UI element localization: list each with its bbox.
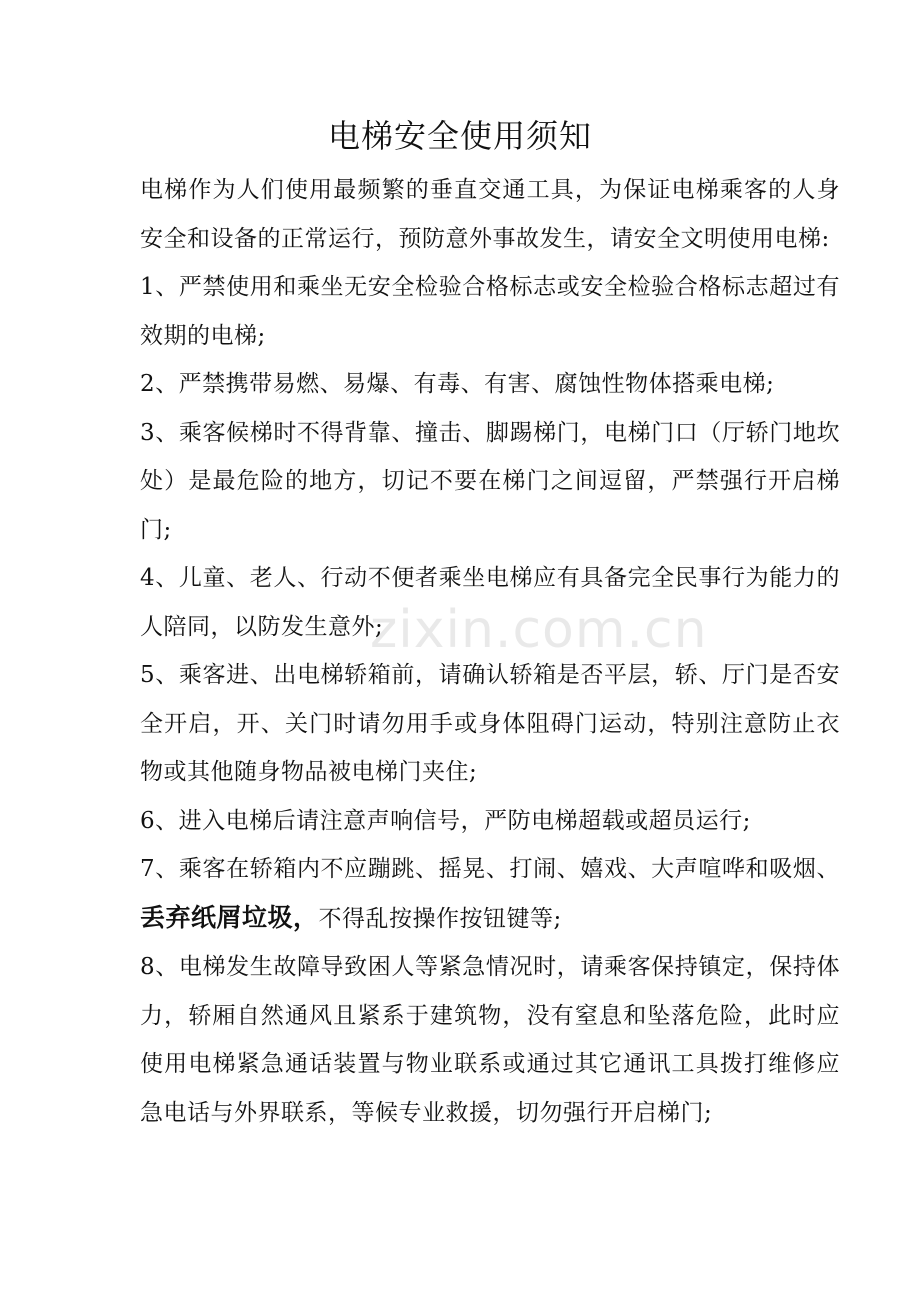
rule-item-4: 4、儿童、老人、行动不便者乘坐电梯应有具备完全民事行为能力的人陪同，以防发生意外; bbox=[140, 565, 840, 640]
rule-item-5: 5、乘客进、出电梯轿箱前，请确认轿箱是否平层，轿、厅门是否安全开启，开、关门时请勿用手或身体阻碍门运动，特别注意防止衣物或其他随身物品被电梯门夹住; bbox=[140, 662, 840, 785]
rule-item-7-text-end: 不得乱按操作按钮键等; bbox=[318, 905, 562, 932]
rule-item-6: 6、进入电梯后请注意声响信号，严防电梯超载或超员运行; bbox=[140, 807, 751, 834]
document-title: 电梯安全使用须知 bbox=[327, 117, 592, 155]
intro-paragraph: 电梯作为人们使用最频繁的垂直交通工具，为保证电梯乘客的人身安全和设备的正常运行，预防意外事故发生，请安全文明使用电梯: bbox=[140, 177, 840, 252]
rule-item-3: 3、乘客候梯时不得背靠、撞击、脚踢梯门，电梯门口（厅轿门地坎处）是最危险的地方，切记不要在梯门之间逗留，严禁强行开启梯门; bbox=[140, 419, 840, 543]
watermark: zixin.com.cn bbox=[370, 600, 708, 660]
rule-item-2: 2、严禁携带易燃、易爆、有毒、有害、腐蚀性物体搭乘电梯; bbox=[140, 371, 775, 397]
rule-item-7-bold-text: 丢弃纸屑垃圾， bbox=[140, 902, 319, 932]
rule-item-7 bbox=[140, 845, 840, 943]
document-body bbox=[140, 166, 840, 1137]
rule-item-8: 8、电梯发生故障导致困人等紧急情况时，请乘客保持镇定，保持体力，轿厢自然通风且紧系于建筑物，没有窒息和坠落危险，此时应使用电梯紧急通话装置与物业联系或通过其它通讯工具拨打维修应急电话与外界联系，等候专业救援，切勿强行开启梯门; bbox=[140, 954, 840, 1126]
rule-item-7-text-start: 7、乘客在轿箱内不应蹦跳、摇晃、打闹、嬉戏、大声喧哗和吸烟、 bbox=[140, 856, 840, 882]
rule-item-1: 1、严禁使用和乘坐无安全检验合格标志或安全检验合格标志超过有效期的电梯; bbox=[140, 274, 840, 349]
